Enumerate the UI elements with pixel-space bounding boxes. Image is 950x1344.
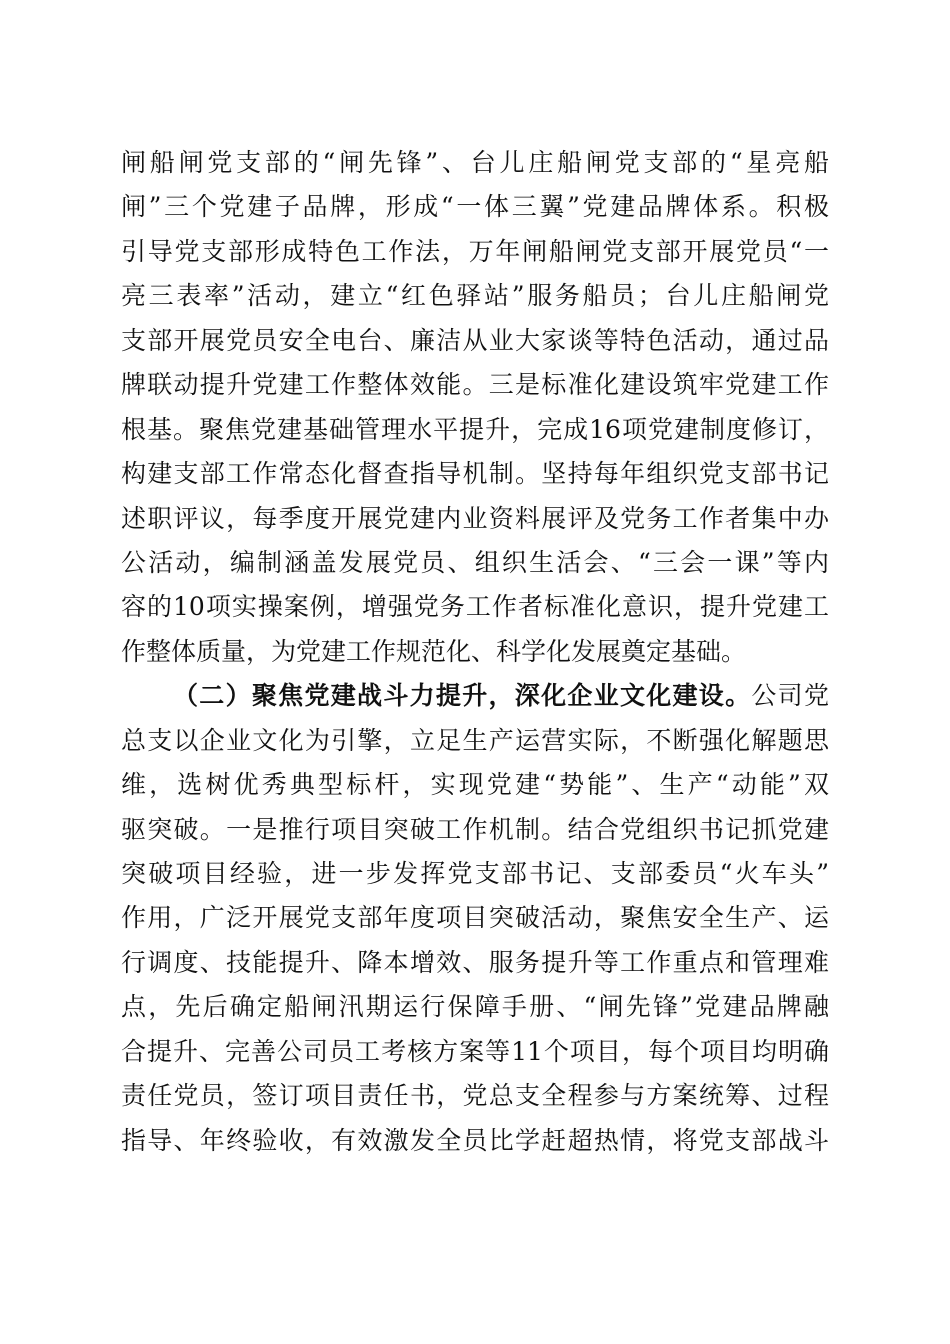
text-line: 牌联动提升党建工作整体效能。三是标准化建设筑牢党建工作 xyxy=(121,370,829,400)
text-line: 根基。聚焦党建基础管理水平提升，完成16项党建制度修订， xyxy=(121,414,829,444)
text-line: 亮三表率”活动，建立“红色驿站”服务船员；台儿庄船闸党 xyxy=(121,281,829,311)
text-line: 合提升、完善公司员工考核方案等11个项目，每个项目均明确 xyxy=(121,1036,829,1066)
text-line xyxy=(121,674,829,718)
text-line: 支部开展党员安全电台、廉洁从业大家谈等特色活动，通过品 xyxy=(121,325,829,355)
text-line: 总支以企业文化为引擎，立足生产运营实际，不断强化解题思 xyxy=(121,725,829,755)
text-line: 责任党员，签订项目责任书，党总支全程参与方案统筹、过程 xyxy=(121,1081,829,1111)
text-line: 公活动，编制涵盖发展党员、组织生活会、“三会一课”等内 xyxy=(121,547,829,577)
text-run: 公司党 xyxy=(751,681,829,711)
text-line: 指导、年终验收，有效激发全员比学赶超热情，将党支部战斗 xyxy=(121,1125,829,1155)
text-line: 述职评议，每季度开展党建内业资料展评及党务工作者集中办 xyxy=(121,503,829,533)
text-line: 容的10项实操案例，增强党务工作者标准化意识，提升党建工 xyxy=(121,592,829,622)
paragraph-2 xyxy=(121,674,829,1163)
text-line: 点，先后确定船闸汛期运行保障手册、“闸先锋”党建品牌融 xyxy=(121,992,829,1022)
paragraph-1 xyxy=(121,141,829,674)
text-line: 作用，广泛开展党支部年度项目突破活动，聚焦安全生产、运 xyxy=(121,903,829,933)
text-line: 行调度、技能提升、降本增效、服务提升等工作重点和管理难 xyxy=(121,947,829,977)
text-line: 闸”三个党建子品牌，形成“一体三翼”党建品牌体系。积极 xyxy=(121,192,829,222)
text-line: 作整体质量，为党建工作规范化、科学化发展奠定基础。 xyxy=(121,636,747,666)
text-line: 引导党支部形成特色工作法，万年闸船闸党支部开展党员“一 xyxy=(121,236,829,266)
text-line: 构建支部工作常态化督查指导机制。坚持每年组织党支部书记 xyxy=(121,459,829,489)
section-heading: （二）聚焦党建战斗力提升，深化企业文化建设。 xyxy=(173,681,752,711)
body-text xyxy=(121,141,829,1163)
text-line: 闸船闸党支部的“闸先锋”、台儿庄船闸党支部的“星亮船 xyxy=(121,148,829,177)
text-line: 维，选树优秀典型标杆，实现党建“势能”、生产“动能”双 xyxy=(121,770,829,800)
text-line: 驱突破。一是推行项目突破工作机制。结合党组织书记抓党建 xyxy=(121,814,829,844)
text-line: 突破项目经验，进一步发挥党支部书记、支部委员“火车头” xyxy=(121,859,829,888)
